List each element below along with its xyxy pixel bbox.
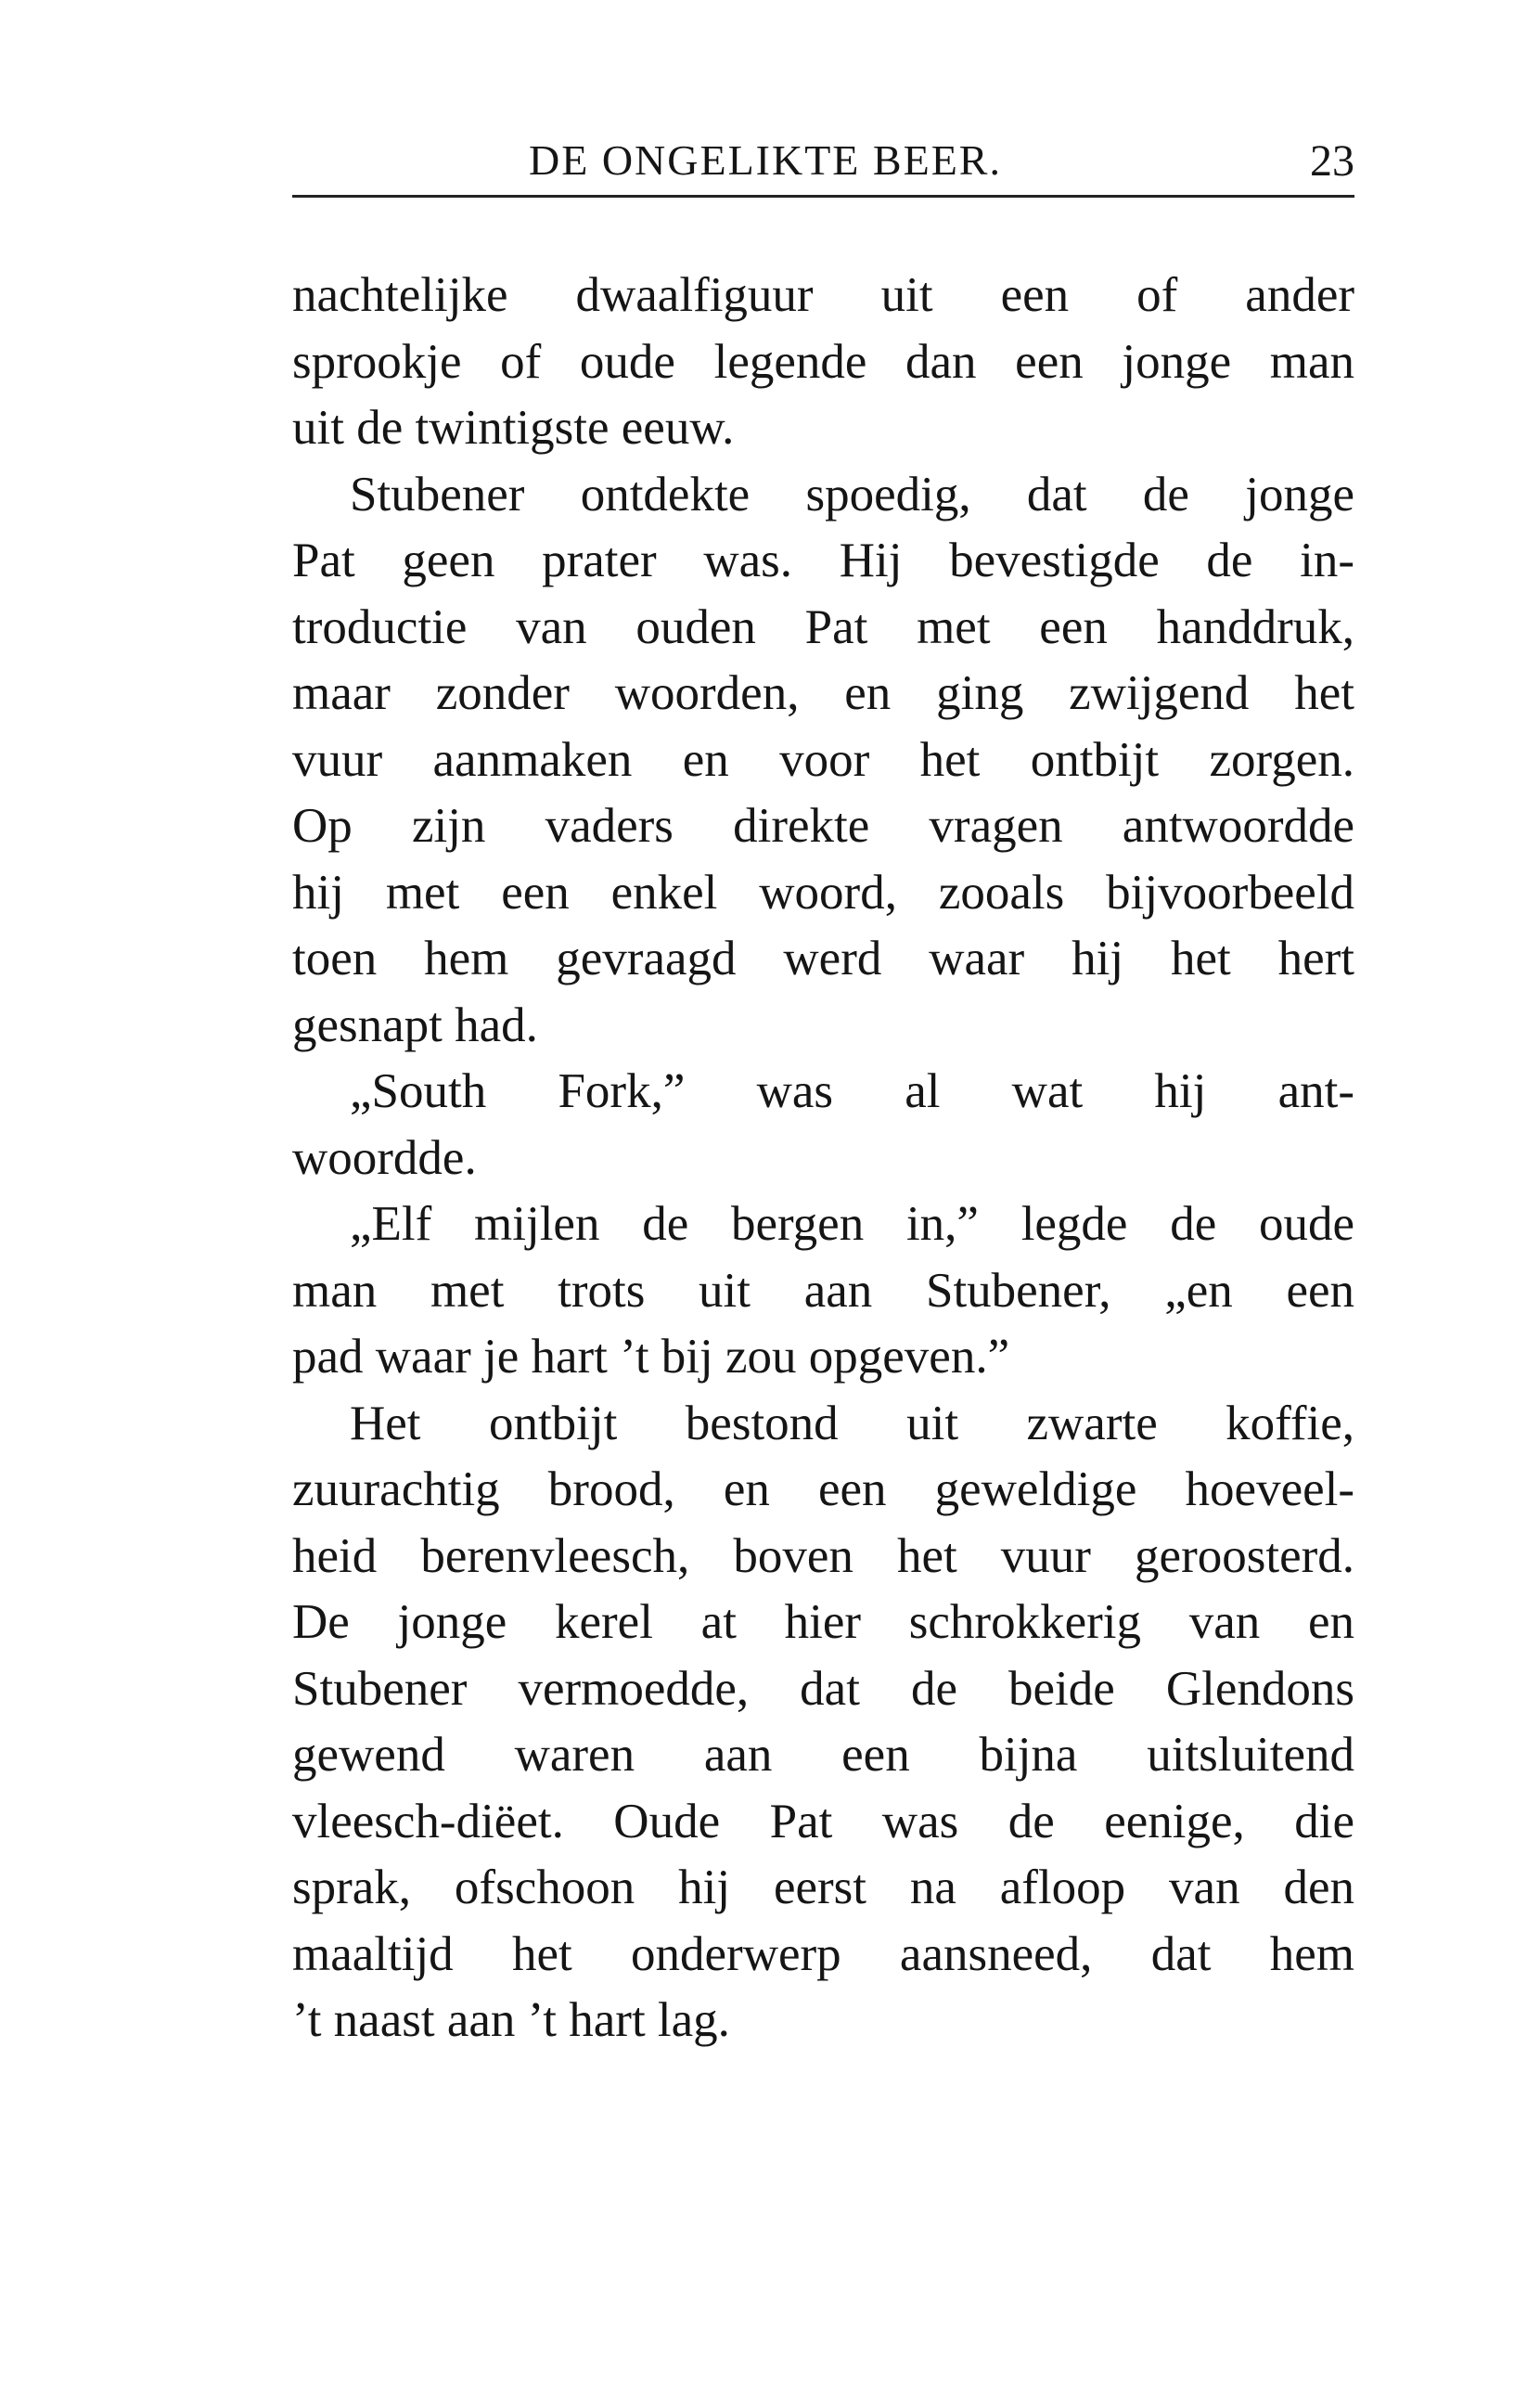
text-line: „South Fork,” was al wat hij ant- [350,1064,1354,1118]
text-line: gesnapt had. [292,998,538,1052]
body-text [292,263,1354,2054]
page-header [292,130,1354,198]
running-title: DE ONGELIKTE BEER. [529,136,1002,184]
text-line: gewend waren aan een bijna uitsluitend [292,1728,1354,1782]
text-line: uit de twintigste eeuw. [292,401,735,455]
text-line: toen hem gevraagd werd waar hij het hert [292,932,1354,985]
text-line: zuurachtig brood, en een geweldige hoeveel- [292,1462,1354,1516]
text-line: woordde. [292,1130,477,1185]
text-line: maaltijd het onderwerp aansneed, dat hem [292,1926,1354,1981]
text-line: heid berenvleesch, boven het vuur geroosterd. [292,1528,1354,1583]
text-line: vleesch-diëet. Oude Pat was de eenige, die [292,1794,1354,1848]
text-line: Op zijn vaders direkte vragen antwoordde [292,799,1354,853]
text-line: sprookje of oude legende dan een jonge man [292,334,1354,389]
text-line: Stubener vermoedde, dat de beide Glendons [292,1661,1354,1716]
text-line: vuur aanmaken en voor het ontbijt zorgen. [292,732,1354,787]
text-line: nachtelijke dwaalfiguur uit een of ander [292,268,1354,322]
text-line: „Elf mijlen de bergen in,” legde de oude [350,1197,1354,1251]
book-page [292,130,1354,2054]
text-line: hij met een enkel woord, zooals bijvoorbeeld [292,865,1354,920]
text-line: Stubener ontdekte spoedig, dat de jonge [350,467,1354,522]
text-line: pad waar je hart ’t bij zou opgeven.” [292,1330,1010,1384]
text-line: maar zonder woorden, en ging zwijgend het [292,666,1354,720]
text-line: man met trots uit aan Stubener, „en een [292,1263,1354,1318]
text-line: Het ontbijt bestond uit zwarte koffie, [350,1396,1354,1450]
text-line: Pat geen prater was. Hij bevestigde de in- [292,534,1354,587]
text-line: ’t naast aan ’t hart lag. [292,1993,730,2047]
text-line: De jonge kerel at hier schrokkerig van en [292,1595,1354,1649]
text-line: troductie van ouden Pat met een handdruk, [292,599,1354,654]
page-number: 23 [1310,136,1354,186]
text-line: sprak, ofschoon hij eerst na afloop van den [292,1861,1354,1914]
